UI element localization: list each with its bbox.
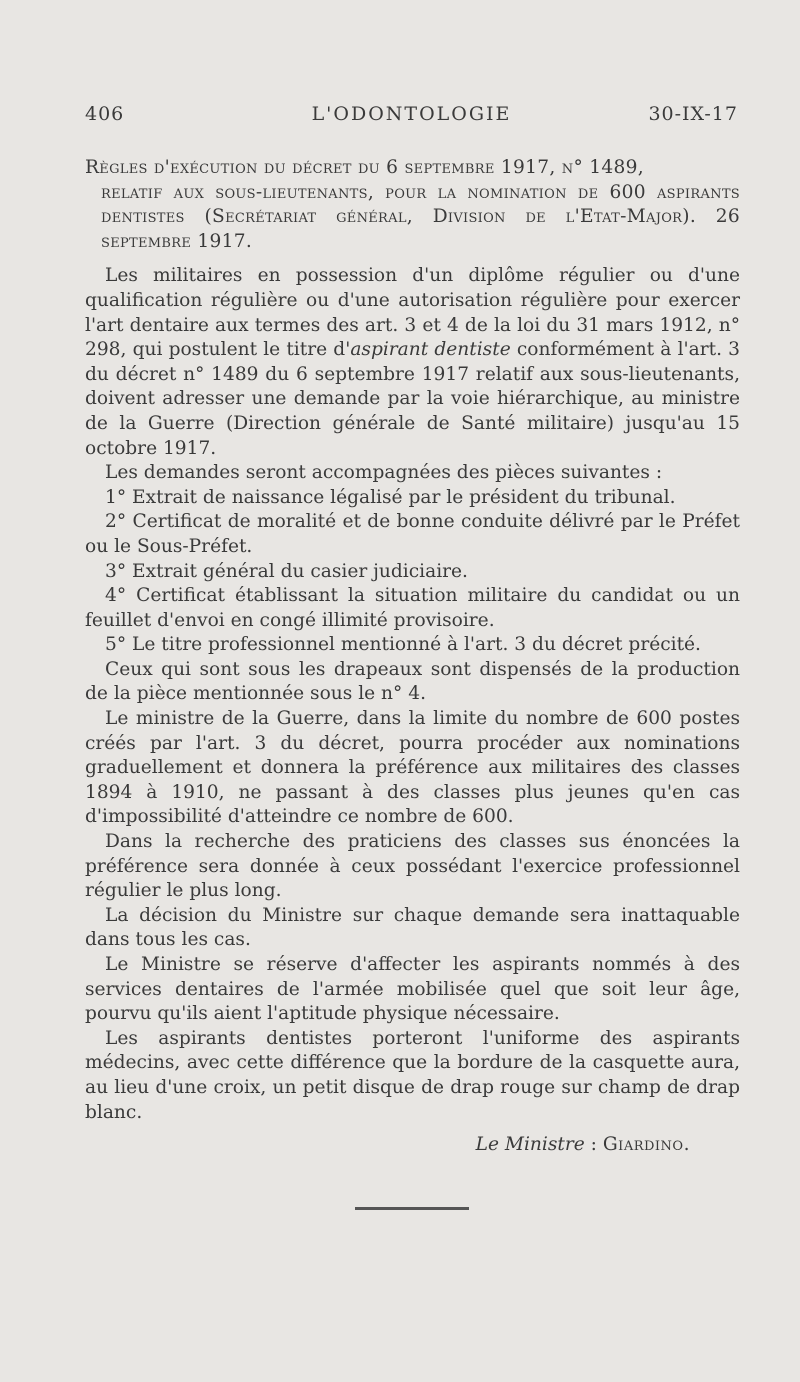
italic-term: aspirant dentiste bbox=[350, 339, 511, 361]
paragraph-text: conformément à l'art. 3 du décret n° 1489 du 6 septembre 1917 relatif aux sous-lieutenants, doivent adresser une demande par la voie hiérarchique, au ministre de la Guerre (Direction générale de Santé militaire) jusqu'au 15 octobre 1917. bbox=[85, 339, 740, 459]
paragraph: Le Ministre se réserve d'affecter les aspirants nommés à des services dentaires de l'armée mobilisée quel que soit leur âge, pourvu qu'ils aient l'aptitude physique nécessaire. bbox=[85, 954, 740, 1025]
list-item: 1° Extrait de naissance légalisé par le président du tribunal. bbox=[105, 486, 676, 508]
title-line-1: Règles d'exécution du décret du 6 septembre 1917, n° 1489, bbox=[85, 157, 644, 178]
article-body bbox=[85, 156, 740, 1158]
list-item: 2° Certificat de moralité et de bonne conduite délivré par le Préfet ou le Sous-Préfet. bbox=[85, 511, 740, 557]
title-rest: relatif aux sous-lieutenants, pour la nomination de 600 aspirants dentistes (Secrétariat général, Division de l'Etat-Major). 26 septembre 1917. bbox=[101, 181, 740, 252]
paragraph: Ceux qui sont sous les drapeaux sont dispensés de la production de la pièce mentionnée sous le n° 4. bbox=[85, 658, 740, 705]
list-item: 4° Certificat établissant la situation militaire du candidat ou un feuillet d'envoi en congé illimité provisoire. bbox=[85, 585, 740, 631]
paragraph bbox=[85, 264, 740, 461]
paragraph: Dans la recherche des praticiens des classes sus énoncées la préférence sera donnée à ceux possédant l'exercice professionnel régulier le plus long. bbox=[85, 831, 740, 902]
list-item: 3° Extrait général du casier judiciaire. bbox=[105, 560, 468, 582]
signature-name: Giardino. bbox=[602, 1134, 690, 1156]
signature-role: Le Ministre bbox=[475, 1134, 585, 1156]
article-title bbox=[85, 156, 740, 254]
paragraph: La décision du Ministre sur chaque demande sera inattaquable dans tous les cas. bbox=[85, 904, 740, 951]
signature-separator: : bbox=[584, 1134, 603, 1156]
issue-date: 30-IX-17 bbox=[648, 103, 738, 125]
paragraph-text: Les militaires en possession d'un diplôme régulier ou d'une qualification régulière ou d'une autorisation régulière pour exercer l'art dentaire aux termes des art. 3 et 4 de la loi du 31 mars 1912, n° 298, qui postulent le titre d' bbox=[85, 265, 740, 361]
paragraph: Les demandes seront accompagnées des pièces suivantes : bbox=[105, 462, 663, 484]
paragraph: Les aspirants dentistes porteront l'uniforme des aspirants médecins, avec cette différence que la bordure de la casquette aura, au lieu d'une croix, un petit disque de drap rouge sur champ de drap blanc. bbox=[85, 1027, 740, 1123]
paragraph: Le ministre de la Guerre, dans la limite du nombre de 600 postes créés par l'art. 3 du décret, pourra procéder aux nominations graduellement et donnera la préférence aux militaires des classes 1894 à 1910, ne passant à des classes plus jeunes qu'en cas d'impossibilité d'atteindre ce nombre de 600. bbox=[85, 708, 740, 828]
end-rule bbox=[355, 1207, 469, 1210]
signature bbox=[85, 1133, 740, 1158]
running-header bbox=[85, 103, 738, 133]
journal-title: L'ODONTOLOGIE bbox=[311, 103, 512, 125]
list-item: 5° Le titre professionnel mentionné à l'art. 3 du décret précité. bbox=[105, 634, 701, 656]
page-number: 406 bbox=[85, 103, 125, 125]
